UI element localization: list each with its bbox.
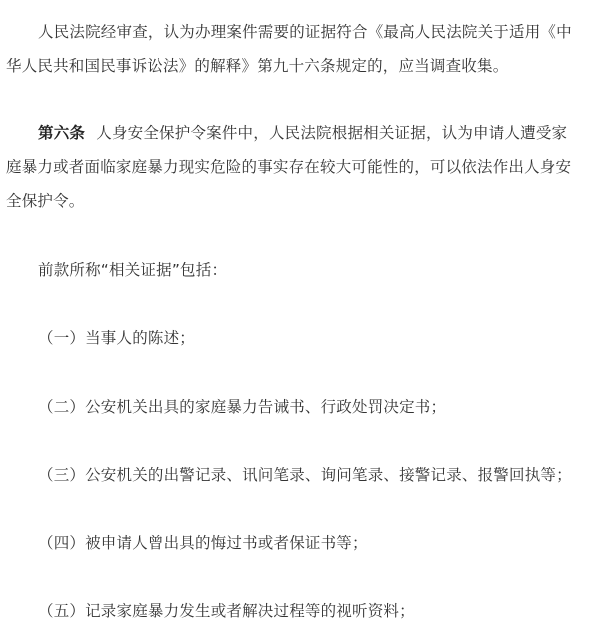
paragraph-line: 庭暴力或者面临家庭暴力现实危险的事实存在较大可能性的，可以依法作出人身安 xyxy=(6,158,572,176)
article-six-text: 人身安全保护令案件中，人民法院根据相关证据，认为申请人遭受家 xyxy=(96,124,568,142)
list-item: （二）公安机关出具的家庭暴力告诫书、行政处罚决定书； xyxy=(38,398,447,416)
list-item: （四）被申请人曾出具的悔过书或者保证书等； xyxy=(38,534,368,552)
list-item: （五）记录家庭暴力发生或者解决过程等的视听资料； xyxy=(38,602,415,620)
list-item: （三）公安机关的出警记录、讯问笔录、询问笔录、接警记录、报警回执等； xyxy=(38,466,572,484)
list-item: （一）当事人的陈述； xyxy=(38,329,196,347)
paragraph-line: 人民法院经审查，认为办理案件需要的证据符合《最高人民法院关于适用《中 xyxy=(38,23,572,41)
article-six-first-line xyxy=(38,122,605,144)
paragraph-line: 华人民共和国民事诉讼法》的解释》第九十六条规定的，应当调查收集。 xyxy=(6,57,509,75)
article-six-heading: 第六条 xyxy=(38,124,86,142)
evidence-intro: 前款所称“相关证据”包括： xyxy=(38,261,228,279)
paragraph-line: 全保护令。 xyxy=(6,192,85,210)
